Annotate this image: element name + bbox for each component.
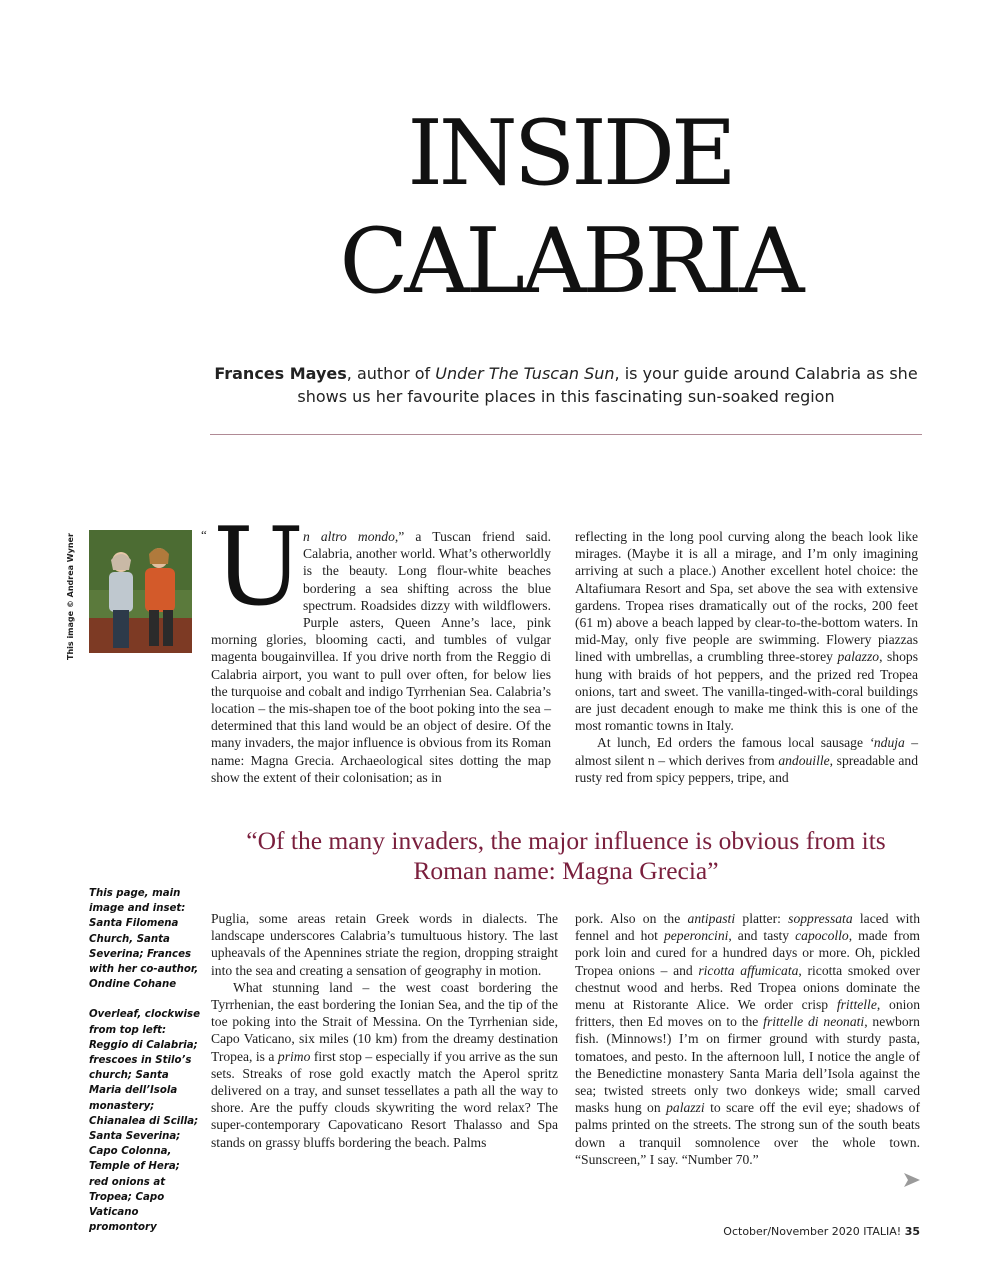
page-footer [700,1225,920,1238]
pull-quote: “Of the many invaders, the major influence is obvious from its Roman name: Magna Grecia” [246,826,886,885]
paragraph: What stunning land – the west coast bordering the Tyrrhenian, the east bordering the Ionian Sea, and the tip of the toe poking into the Strait of Messina. On the Tyrrhenian side, Capo Vaticano, six miles (10 km) from the dreamy destination Tropea, is a primo first stop – especially if you arrive as the sun sets. Streaks of rose gold exactly match the Aperol spritz delivered on a tray, and sunset tessellates a path all the way to shore. Are the puffy clouds skywriting the word relax? The super-contemporary Capovaticano Resort Thalasso and Spa stands on grassy bluffs bordering the beach. Palms [211,979,558,1150]
opening-quote-mark: “ [201,527,207,542]
photo-caption [89,886,201,1250]
paragraph: At lunch, Ed orders the famous local sausage ‘nduja – almost silent n – which derives from andouille, spreadable and rusty red from spicy peppers, tripe, and [575,735,918,785]
caption-paragraph-1: This page, main image and inset: Santa Filomena Church, Santa Severina; Frances with her co-author, Ondine Cohane [89,888,199,991]
inset-photo [89,530,192,653]
body-column-1 [201,505,551,786]
standfirst-text-1: , author of [346,364,436,383]
paragraph: Puglia, some areas retain Greek words in dialects. The landscape underscores Calabria’s tumultuous history. The last upheavals of the Apennines striate the region, dropping straight into the sea and creating a sensation of geography in motion. [211,911,558,978]
headline-line-1: INSIDE [407,101,733,206]
caption-paragraph-2: Overleaf, clockwise from top left: Reggio di Calabria; frescoes in Stilo’s church; Santa Maria dell’Isola monastery; Chianalea di Scilla; Santa Severina; Capo Colonna, Temple of Hera; red onions at Tropea; Capo Vaticano promontory [89,1009,201,1234]
body-column-2 [575,528,918,786]
standfirst-text-2: , is your guide around Calabria as she shows us her favourite places in this fascinating sun-soaked region [297,364,918,406]
paragraph: pork. Also on the antipasti platter: soppressata laced with fennel and hot peperoncini, and tasty capocollo, made from pork loin and cured for a hundred days or more. Oh, pickled Tropea onions – and ricotta affumicata, ricotta smoked over chestnut wood and herbs. Red Tropea onions dominate the menu at Ristorante Alice. We order crisp frittelle, onion fritters, then Ed moves on to the frittelle di neonati, newborn fish. (Minnows!) I’m on firmer ground with sturdy pasta, tomatoes, and pesto. In the afternoon lull, I notice the angle of the Benedictine monastery Santa Maria dell’Isola against the sea; twisted streets only two donkeys wide; small carved masks hung on palazzi to scare off the evil eye; shadows of palms printed on the streets. The strong sun of the south beats down a tranquil somnolence over the whole town. “Sunscreen,” I say. “Number 70.” [575,911,921,1167]
headline-line-2: CALABRIA [339,209,801,314]
drop-cap: U [213,505,305,630]
photo-credit: This image © Andrea Wyner [66,533,75,660]
inset-photo-illustration [89,530,192,653]
drop-cap-block [201,505,305,630]
page-number: 35 [904,1225,920,1238]
author-name: Frances Mayes [214,364,347,383]
issue-label: October/November 2020 ITALIA! [723,1225,905,1238]
paragraph: reflecting in the long pool curving along the beach look like mirages. (Maybe it is all a mirage, and I’m only imagining arriving at such a place.) Another excellent hotel choice: the Altafiumara Resort and Spa, set above the sea with extensive gardens. Tropea rises dramatically out of the rocks, 200 feet (61 m) above a beach lapped by clear-to-the-bottom waters. In mid-May, only five people are swimming. Flowery piazzas lined with umbrellas, a crumbling three-storey palazzo, shops hung with braids of hot peppers, and the prized red Tropea onions, tart and sweet. The vanilla-tinged-with-coral buildings are just decadent enough to make me think this is one of the most romantic towns in Italy. [575,529,918,734]
divider-rule [210,434,922,435]
headline [250,100,890,316]
standfirst [210,362,922,408]
continue-arrow-icon [903,1172,921,1193]
paragraph: n altro mondo,” a Tuscan friend said. Calabria, another world. What’s otherworldly is the beauty. Long flour-white beaches bordering a sea shifting across the blue spectrum. Roadsides dizzy with wildflowers. Purple asters, Queen Anne’s lace, pink morning glories, blooming cacti, and tumbles of vulgar magenta bougainvillea. If you drive north from the Reggio di Calabria airport, you want to pull over often, for below lies the turquoise and cobalt and indigo Tyrrhenian Sea. Calabria’s location – the mis-shapen toe of the boot poking into the sea – determined that this land would be an object of desire. Of the many invaders, the major influence is obvious from its Roman name: Magna Grecia. Archaeological sites dotting the map show the extent of their colonisation; as in [211,529,551,785]
body-column-4 [575,910,920,1168]
book-title: Under The Tuscan Sun [435,364,615,383]
body-column-3 [211,910,558,1151]
